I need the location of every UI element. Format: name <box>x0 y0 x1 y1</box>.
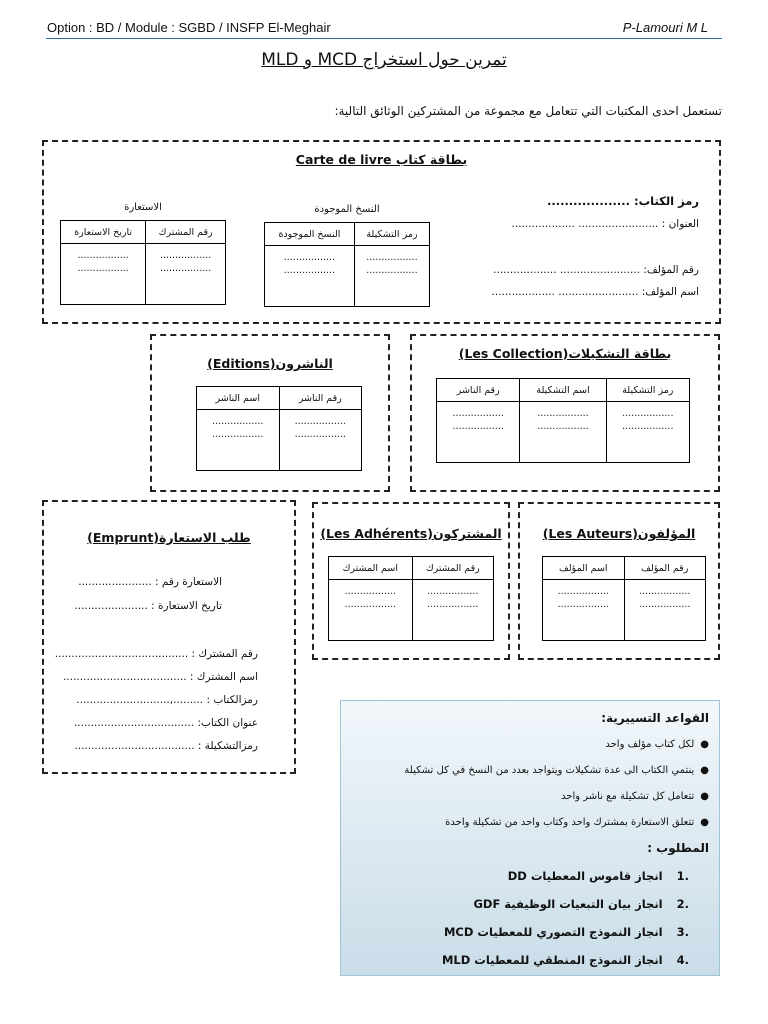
copies-header-collection: رمز التشكيلة <box>354 223 429 246</box>
copies-header-copies: النسخ الموجودة <box>265 223 355 246</box>
auteurs-header-number: رقم المؤلف <box>624 557 706 580</box>
loan-header-member: رقم المشترك <box>146 221 226 244</box>
adherents-header-name: اسم المشترك <box>329 557 413 580</box>
editions-title: الناشرون(Editions) <box>207 356 333 371</box>
table-row: ................. ................. <box>366 252 418 276</box>
list-item: .2انجاز بيان التبعيات الوظيفية GDF <box>473 897 689 911</box>
table-row: ................. ................. <box>294 416 346 440</box>
editions-header-number: رقم الناشر <box>279 387 362 410</box>
header-right: P-Lamouri M L <box>622 20 708 35</box>
list-item: .1انجاز قاموس المعطيات DD <box>507 869 689 883</box>
book-card-title: بطاقة كتاب Carte de livre <box>295 152 468 167</box>
collections-panel <box>410 334 720 492</box>
adherents-panel <box>312 502 510 660</box>
table-row: ................. ................. <box>452 408 504 432</box>
editions-table <box>196 386 362 471</box>
intro-text: تستعمل احدى المكتبات التي تتعامل مع مجموعة من المشتركين الوثائق التالية: <box>334 104 722 118</box>
list-item: ●تتعامل كل تشكيلة مع ناشر واحد <box>561 791 709 802</box>
table-row: ................. ................. <box>557 586 609 610</box>
field-book-code: رمزالكتاب : .........,............................ <box>76 694 258 706</box>
emprunt-title: طلب الاستعارة(Emprunt) <box>87 530 251 545</box>
loan-table <box>60 220 226 305</box>
list-item: ●ينتمي الكتاب الى عدة تشكيلات ويتواجد بعدد من النسخ في كل تشكيلة <box>404 765 709 776</box>
collections-table <box>436 378 690 463</box>
page-title: تمرين حول استخراج MCD و MLD <box>261 50 507 70</box>
field-collection-code: رمزالتشكيلة : .................................... <box>74 740 258 752</box>
collections-title: بطاقة التشكيلات(Les Collection) <box>458 346 672 361</box>
loan-caption: الاستعارة <box>124 202 162 213</box>
collections-header-name: اسم التشكيلة <box>520 379 606 402</box>
table-row: ................. ................. <box>283 252 336 276</box>
adherents-table <box>328 556 494 641</box>
editions-panel <box>150 334 390 492</box>
header-left: Option : BD / Module : SGBD / INSFP El-Meghair <box>47 20 331 35</box>
list-item: .4انجاز النموذج المنطقي للمعطيات MLD <box>441 953 689 967</box>
rules-box <box>340 700 720 976</box>
table-row: ................. ................. <box>344 586 396 610</box>
loan-header-date: تاريخ الاستعارة <box>61 221 146 244</box>
auteurs-title: المؤلفون(Les Auteurs) <box>542 526 696 541</box>
field-loan-date: تاريخ الاستعارة : ...................... <box>74 600 222 612</box>
table-row: ................. ................. <box>159 250 212 274</box>
rules-title: القواعد التسييرية: <box>601 711 709 725</box>
required-title: المطلوب : <box>647 841 709 855</box>
table-row: ................. ................. <box>622 408 674 432</box>
auteurs-panel <box>518 502 720 660</box>
table-row: ................. ................. <box>537 408 589 432</box>
adherents-title: المشتركون(Les Adhérents) <box>320 526 502 541</box>
header-divider <box>46 38 722 39</box>
field-member-name: اسم المشترك : ..................................... <box>63 671 258 683</box>
field-book-code: رمز الكتاب: ................... <box>546 194 699 208</box>
adherents-header-number: رقم المشترك <box>412 557 493 580</box>
auteurs-table <box>542 556 706 641</box>
collections-header-code: رمز التشكيلة <box>606 379 689 402</box>
book-card-panel <box>42 140 721 324</box>
table-row: ................. ................. <box>639 586 691 610</box>
list-item: ●لكل كتاب مؤلف واحد <box>605 739 709 750</box>
editions-header-name: اسم الناشر <box>197 387 280 410</box>
table-row: ................. ................. <box>427 586 479 610</box>
copies-table <box>264 222 430 307</box>
list-item: .3انجاز النموذج التصوري للمعطيات MCD <box>443 925 689 939</box>
table-row: ................. ................. <box>77 250 129 274</box>
field-loan-number: الاستعارة رقم : ...................... <box>78 576 222 588</box>
auteurs-header-name: اسم المؤلف <box>543 557 625 580</box>
field-book-title: العنوان : ........................ ................... <box>511 218 699 230</box>
list-item: ●تتعلق الاستعارة بمشترك واحد وكتاب واحد من تشكيلة واحدة <box>445 817 709 828</box>
table-row: ................. ................. <box>212 416 264 440</box>
field-author-name: اسم المؤلف: ........................ ................... <box>491 286 699 298</box>
field-book-title: عنوان الكتاب: .................................... <box>73 717 258 729</box>
copies-caption: النسخ الموجودة <box>314 204 380 215</box>
collections-header-publisher: رقم الناشر <box>437 379 520 402</box>
field-author-number: رقم المؤلف: ........................ ................... <box>493 264 699 276</box>
emprunt-panel <box>42 500 296 774</box>
field-member-number: رقم المشترك : ........................................ <box>54 648 258 660</box>
